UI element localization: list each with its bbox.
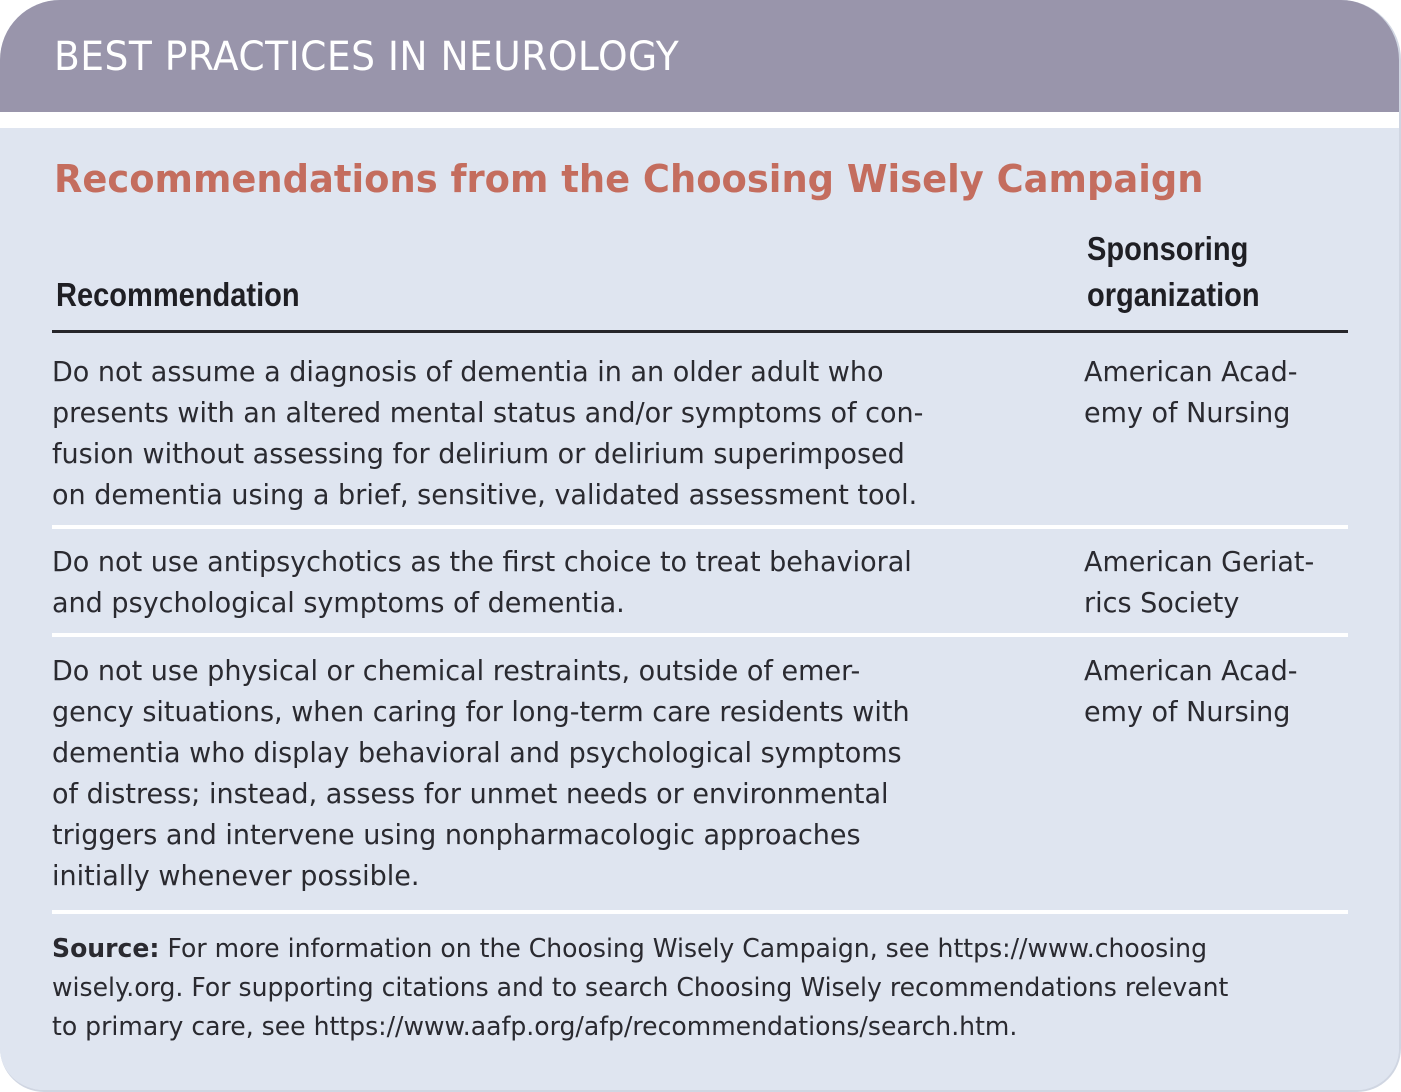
- source-label: Source:: [52, 934, 160, 964]
- text-line: gency situations, when caring for long-term care residents with: [52, 695, 910, 728]
- table-row-1-organization: [1084, 351, 1298, 433]
- row-divider: [52, 910, 1348, 914]
- text-line: dementia who display behavioral and psychological symptoms: [52, 736, 902, 769]
- source-text: For more information on the Choosing Wisely Campaign, see https://www.choosing: [159, 934, 1207, 964]
- table-row-3-organization: [1084, 650, 1298, 732]
- source-note: [52, 930, 1228, 1047]
- column-header-organization: [1087, 226, 1260, 318]
- text-line: American Geriat-: [1084, 545, 1315, 578]
- text-line: American Acad-: [1084, 355, 1298, 388]
- column-header-organization-line: organization: [1087, 276, 1260, 313]
- row-divider: [52, 525, 1348, 529]
- source-line: wisely.org. For supporting citations and to search Choosing Wisely recommendations relevant: [52, 973, 1229, 1003]
- text-line: presents with an altered mental status and/or symptoms of con-: [52, 396, 924, 429]
- text-line: fusion without assessing for delirium or delirium superimposed: [52, 437, 905, 470]
- text-line: of distress; instead, assess for unmet needs or environmental: [52, 777, 889, 810]
- header-bar: [0, 0, 1399, 112]
- text-line: Do not assume a diagnosis of dementia in an older adult who: [52, 355, 884, 388]
- table-row-2-recommendation: [52, 541, 912, 623]
- table-row-3-recommendation: [52, 650, 910, 896]
- source-line: [52, 930, 1228, 969]
- text-line: Do not use physical or chemical restraints, outside of emer-: [52, 654, 861, 687]
- text-line: and psychological symptoms of dementia.: [52, 586, 625, 619]
- column-header-recommendation: Recommendation: [56, 276, 300, 313]
- column-header-organization-line: Sponsoring: [1087, 230, 1249, 267]
- table-title: Recommendations from the Choosing Wisely Campaign: [54, 157, 1204, 201]
- text-line: emy of Nursing: [1084, 695, 1291, 728]
- text-line: emy of Nursing: [1084, 396, 1291, 429]
- text-line: rics Society: [1084, 586, 1240, 619]
- text-line: on dementia using a brief, sensitive, validated assessment tool.: [52, 478, 918, 511]
- header-gap: [0, 112, 1399, 128]
- text-line: triggers and intervene using nonpharmacologic approaches: [52, 818, 861, 851]
- row-divider: [52, 633, 1348, 637]
- text-line: Do not use antipsychotics as the first choice to treat behavioral: [52, 545, 912, 578]
- table-row-2-organization: [1084, 541, 1314, 623]
- table-row-1-recommendation: [52, 351, 923, 515]
- source-line: to primary care, see https://www.aafp.org/afp/recommendations/search.htm.: [52, 1012, 1018, 1042]
- section-title: BEST PRACTICES IN NEUROLOGY: [54, 34, 680, 80]
- text-line: American Acad-: [1084, 654, 1298, 687]
- text-line: initially whenever possible.: [52, 859, 420, 892]
- header-divider: [52, 330, 1348, 333]
